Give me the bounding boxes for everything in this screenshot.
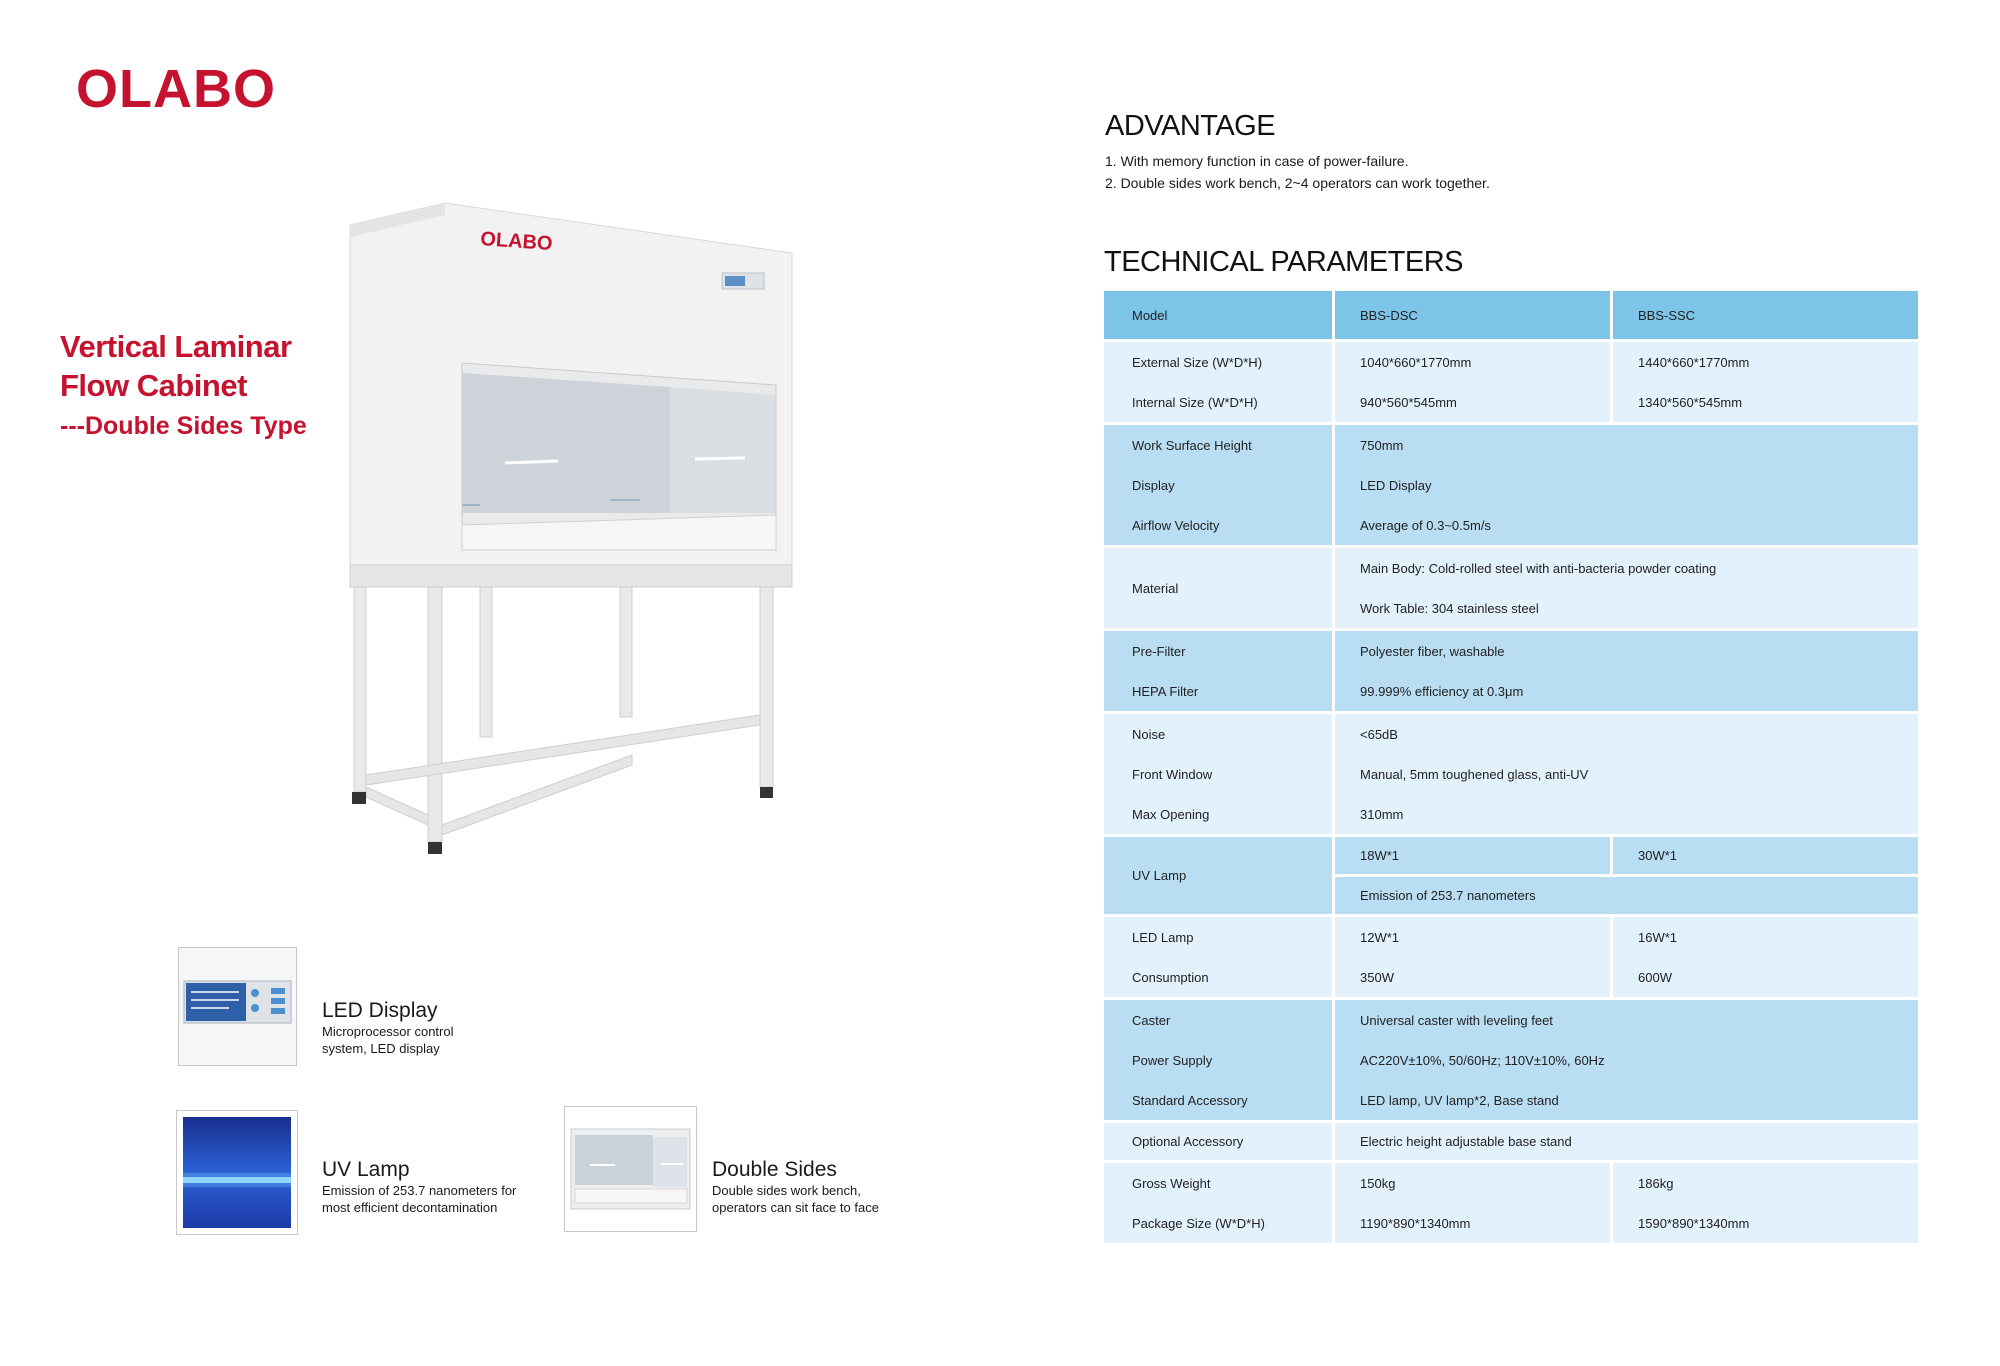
feature-desc-line2: system, LED display — [322, 1041, 440, 1056]
feature-desc-line2: operators can sit face to face — [712, 1200, 879, 1215]
row-value: 1190*890*1340mm — [1360, 1215, 1471, 1231]
table-header-row — [1104, 291, 1918, 339]
row-label: UV Lamp — [1104, 837, 1332, 914]
feature-desc-line1: Microprocessor control — [322, 1024, 454, 1039]
row-value: 99.999% efficiency at 0.3μm — [1360, 683, 1524, 699]
uv-lamp-icon — [177, 1111, 297, 1234]
product-subtitle: ---Double Sides Type — [60, 412, 307, 440]
row-label: Airflow Velocity — [1132, 517, 1220, 533]
double-sides-icon — [565, 1107, 696, 1231]
row-label: Display — [1132, 477, 1175, 493]
row-value: 12W*1 — [1360, 929, 1400, 945]
table-row — [1104, 631, 1918, 711]
row-value: Work Table: 304 stainless steel — [1360, 600, 1539, 616]
row-label: Work Surface Height — [1132, 437, 1252, 453]
row-value: 16W*1 — [1638, 929, 1678, 945]
row-label: LED Lamp — [1132, 929, 1194, 945]
row-label: Power Supply — [1132, 1052, 1213, 1068]
technical-heading: TECHNICAL PARAMETERS — [1104, 246, 1463, 278]
feature-led-display — [322, 999, 454, 1057]
row-value: AC220V±10%, 50/60Hz; 110V±10%, 60Hz — [1360, 1052, 1605, 1068]
row-label: Caster — [1132, 1012, 1171, 1028]
row-value: Manual, 5mm toughened glass, anti-UV — [1360, 766, 1589, 782]
row-value: 1590*890*1340mm — [1638, 1215, 1750, 1231]
feature-desc-line1: Emission of 253.7 nanometers for — [322, 1183, 517, 1198]
table-row — [1104, 425, 1918, 545]
row-value: 1440*660*1770mm — [1638, 354, 1750, 370]
table-row — [1104, 1000, 1918, 1120]
row-label: Standard Accessory — [1132, 1092, 1248, 1108]
row-value: LED Display — [1360, 477, 1432, 493]
feature-title: LED Display — [322, 999, 438, 1022]
header-model-1: BBS-DSC — [1335, 291, 1610, 339]
row-label: Optional Accessory — [1104, 1123, 1332, 1160]
row-value: 186kg — [1638, 1175, 1674, 1191]
row-label: Internal Size (W*D*H) — [1132, 394, 1258, 410]
row-value: 150kg — [1360, 1175, 1396, 1191]
table-row — [1104, 342, 1918, 422]
header-model-2: BBS-SSC — [1613, 291, 1918, 339]
parameters-table — [1101, 288, 1921, 1246]
table-row — [1104, 714, 1918, 834]
led-display-thumbnail — [178, 947, 297, 1066]
row-label: Gross Weight — [1132, 1175, 1211, 1191]
row-value: 940*560*545mm — [1360, 394, 1457, 410]
double-sides-thumbnail — [564, 1106, 697, 1232]
table-row — [1104, 837, 1918, 874]
row-value: Electric height adjustable base stand — [1335, 1123, 1918, 1160]
row-value: 1340*560*545mm — [1638, 394, 1743, 410]
row-label: Noise — [1132, 726, 1166, 742]
row-value: Polyester fiber, washable — [1360, 643, 1505, 659]
cabinet-logo: OLABO — [479, 228, 554, 256]
feature-double-sides — [712, 1158, 879, 1216]
row-value: 310mm — [1360, 806, 1404, 822]
row-value: Main Body: Cold-rolled steel with anti-bacteria powder coating — [1360, 560, 1717, 576]
row-label: Material — [1104, 548, 1332, 628]
product-title-line2: Flow Cabinet — [60, 368, 247, 403]
row-value: 600W — [1638, 969, 1672, 985]
brand-logo: OLABO — [76, 59, 276, 119]
advantage-heading: ADVANTAGE — [1105, 110, 1276, 142]
table-row — [1104, 1163, 1918, 1243]
feature-uv-lamp — [322, 1158, 516, 1216]
led-display-icon — [179, 948, 296, 1065]
table-row — [1104, 917, 1918, 997]
feature-title: UV Lamp — [322, 1158, 410, 1181]
row-label: Consumption — [1132, 969, 1209, 985]
row-value: Emission of 253.7 nanometers — [1335, 877, 1918, 914]
row-value: Universal caster with leveling feet — [1360, 1012, 1553, 1028]
row-value: <65dB — [1360, 726, 1398, 742]
product-title-line1: Vertical Laminar — [60, 329, 292, 364]
header-label: Model — [1104, 291, 1332, 339]
row-label: HEPA Filter — [1132, 683, 1199, 699]
feature-desc-line2: most efficient decontamination — [322, 1200, 498, 1215]
advantage-item: 2. Double sides work bench, 2~4 operators can work together. — [1105, 175, 1490, 191]
row-value: Average of 0.3~0.5m/s — [1360, 517, 1491, 533]
product-title — [60, 327, 292, 405]
row-label: Front Window — [1132, 766, 1213, 782]
row-value: 30W*1 — [1613, 837, 1918, 874]
row-label: Max Opening — [1132, 806, 1210, 822]
advantage-list — [1105, 150, 1490, 194]
row-value: 350W — [1360, 969, 1394, 985]
cabinet-illustration — [340, 195, 800, 865]
row-value: 750mm — [1360, 437, 1404, 453]
uv-lamp-thumbnail — [176, 1110, 298, 1235]
feature-title: Double Sides — [712, 1158, 837, 1181]
row-label: External Size (W*D*H) — [1132, 354, 1263, 370]
advantage-item: 1. With memory function in case of power-failure. — [1105, 153, 1409, 169]
row-label: Package Size (W*D*H) — [1132, 1215, 1265, 1231]
row-value: LED lamp, UV lamp*2, Base stand — [1360, 1092, 1559, 1108]
table-row — [1104, 548, 1918, 628]
row-value: 1040*660*1770mm — [1360, 354, 1472, 370]
row-label: Pre-Filter — [1132, 643, 1186, 659]
feature-desc-line1: Double sides work bench, — [712, 1183, 861, 1198]
row-value: 18W*1 — [1335, 837, 1610, 874]
table-row — [1104, 1123, 1918, 1160]
